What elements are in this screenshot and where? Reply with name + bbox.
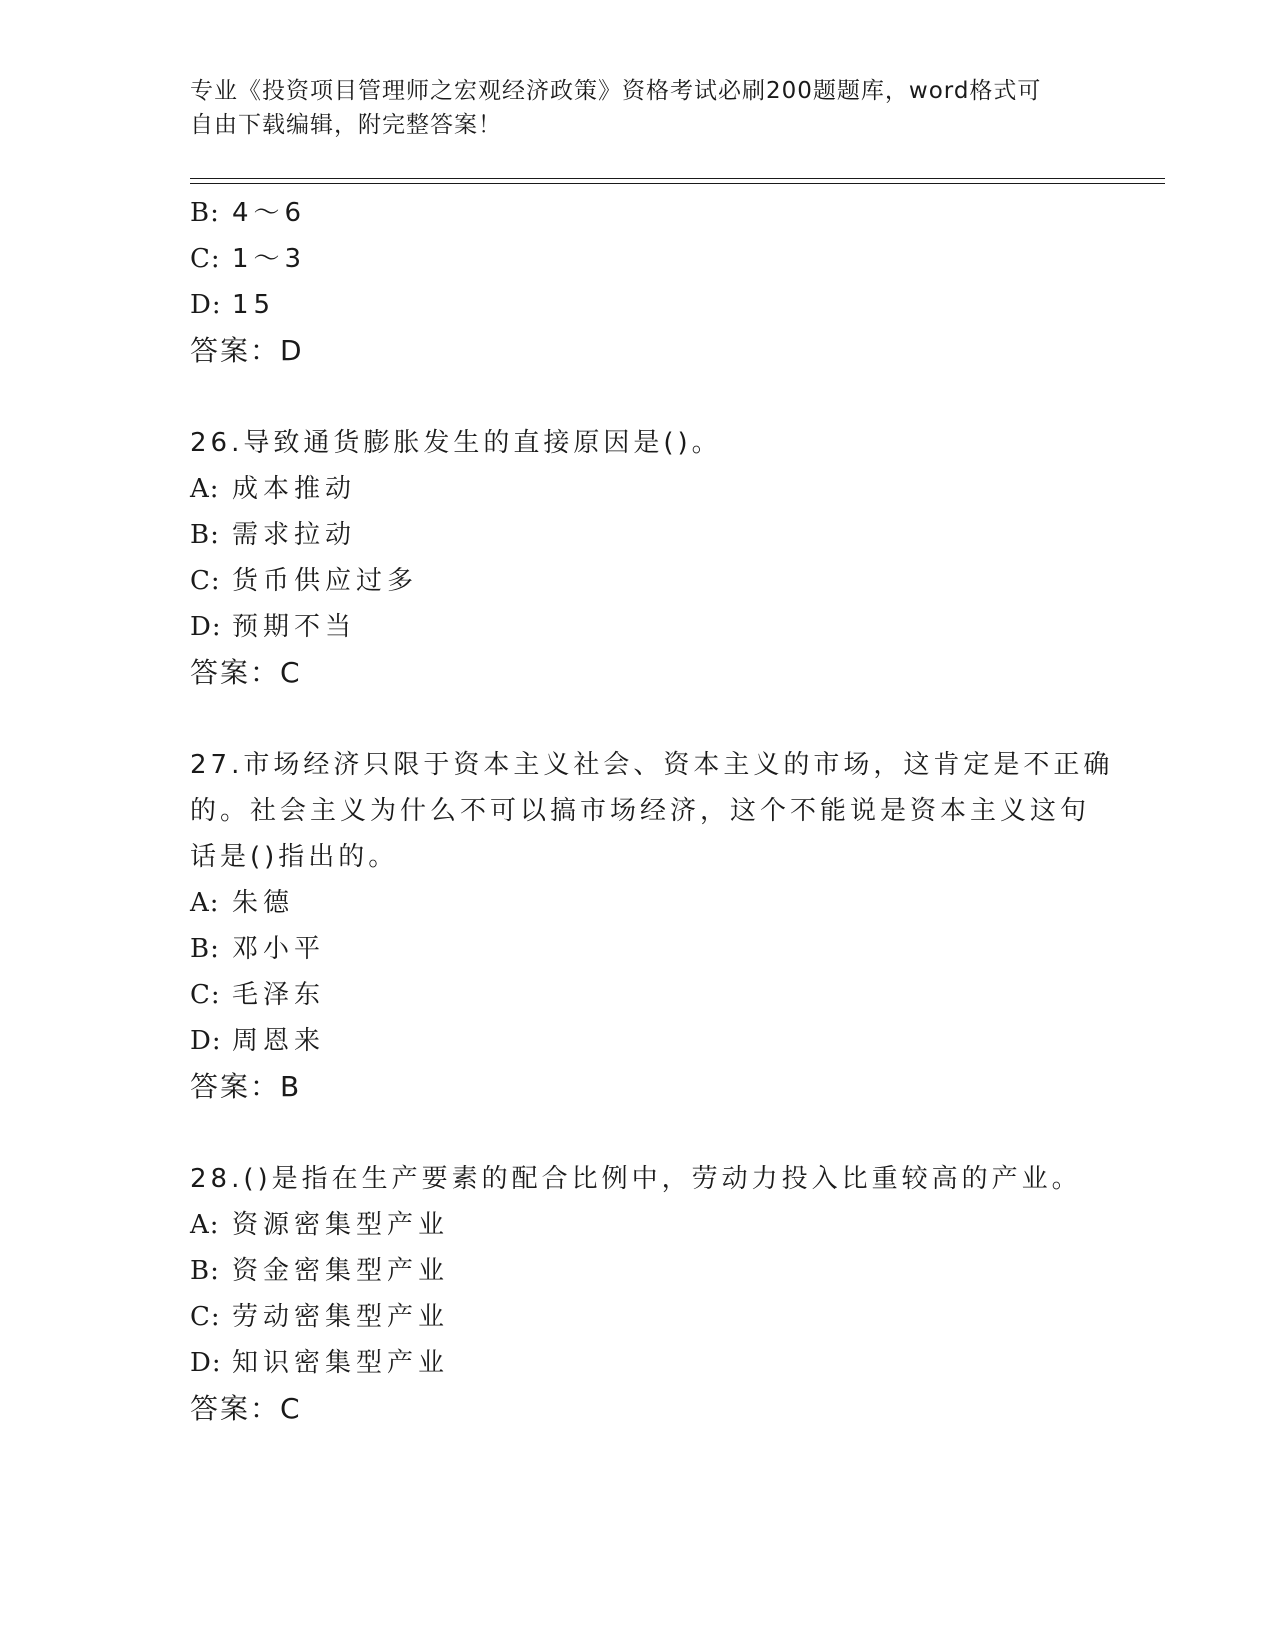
question-stem: 的。社会主义为什么不可以搞市场经济，这个不能说是资本主义这句 (190, 796, 1091, 826)
option-d (190, 604, 1090, 650)
option-text: 资金密集型产业 (232, 1256, 450, 1286)
option-c (190, 972, 1090, 1018)
option-key: D: (190, 1026, 222, 1056)
option-key: A: (190, 888, 220, 918)
option-text: 周恩来 (232, 1026, 326, 1056)
option-key: D: (190, 612, 222, 642)
option-text: 成本推动 (232, 474, 357, 504)
header-rule-top (190, 178, 1165, 179)
question-stem: 26.导致通货膨胀发生的直接原因是()。 (190, 428, 722, 458)
option-key: C: (190, 244, 221, 274)
option-c (190, 1294, 1090, 1340)
page-header (190, 74, 1090, 142)
option-key: B: (190, 520, 220, 550)
answer-line: 答案：C (190, 656, 302, 689)
option-key: A: (190, 474, 220, 504)
header-rule-bottom (190, 183, 1165, 184)
question-stem: 27.市场经济只限于资本主义社会、资本主义的市场，这肯定是不正确 (190, 750, 1114, 780)
option-text: 需求拉动 (232, 520, 357, 550)
answer-line: 答案：C (190, 1392, 302, 1425)
option-key: A: (190, 1210, 220, 1240)
spacer (190, 374, 1090, 420)
option-key: B: (190, 1256, 220, 1286)
option-text: 朱德 (232, 888, 295, 918)
option-key: B: (190, 198, 220, 228)
option-key: D: (190, 1348, 222, 1378)
answer-line: 答案：B (190, 1070, 302, 1103)
question-stem: 话是()指出的。 (190, 842, 399, 872)
option-text: 15 (232, 290, 276, 320)
option-key: C: (190, 1302, 221, 1332)
option-b (190, 512, 1090, 558)
option-text: 毛泽东 (232, 980, 326, 1010)
option-text: 1～3 (232, 244, 307, 274)
question-27 (190, 742, 1114, 1110)
option-key: D: (190, 290, 222, 320)
option-c (190, 236, 1090, 282)
answer-line: 答案：D (190, 334, 304, 367)
option-a (190, 880, 1090, 926)
option-text: 邓小平 (232, 934, 326, 964)
option-text: 货币供应过多 (232, 566, 419, 596)
option-key: C: (190, 980, 221, 1010)
question-stem: 28.()是指在生产要素的配合比例中，劳动力投入比重较高的产业。 (190, 1164, 1082, 1194)
question-28 (190, 1156, 1090, 1432)
option-text: 4～6 (232, 198, 307, 228)
option-d (190, 1018, 1090, 1064)
option-b (190, 190, 1090, 236)
option-a (190, 466, 1090, 512)
question-26 (190, 420, 1090, 696)
prev-question (190, 190, 1090, 374)
header-line-1: 专业《投资项目管理师之宏观经济政策》资格考试必刷200题题库，word格式可 (190, 78, 1042, 104)
option-key: C: (190, 566, 221, 596)
option-text: 知识密集型产业 (232, 1348, 450, 1378)
option-b (190, 1248, 1090, 1294)
option-text: 预期不当 (232, 612, 357, 642)
option-b (190, 926, 1090, 972)
option-text: 资源密集型产业 (232, 1210, 450, 1240)
spacer (190, 696, 1090, 742)
spacer (190, 1110, 1090, 1156)
header-line-2: 自由下载编辑，附完整答案！ (190, 112, 502, 138)
option-text: 劳动密集型产业 (232, 1302, 450, 1332)
option-d (190, 1340, 1090, 1386)
option-key: B: (190, 934, 220, 964)
document-body (190, 190, 1114, 1432)
option-c (190, 558, 1090, 604)
option-d (190, 282, 1090, 328)
option-a (190, 1202, 1090, 1248)
